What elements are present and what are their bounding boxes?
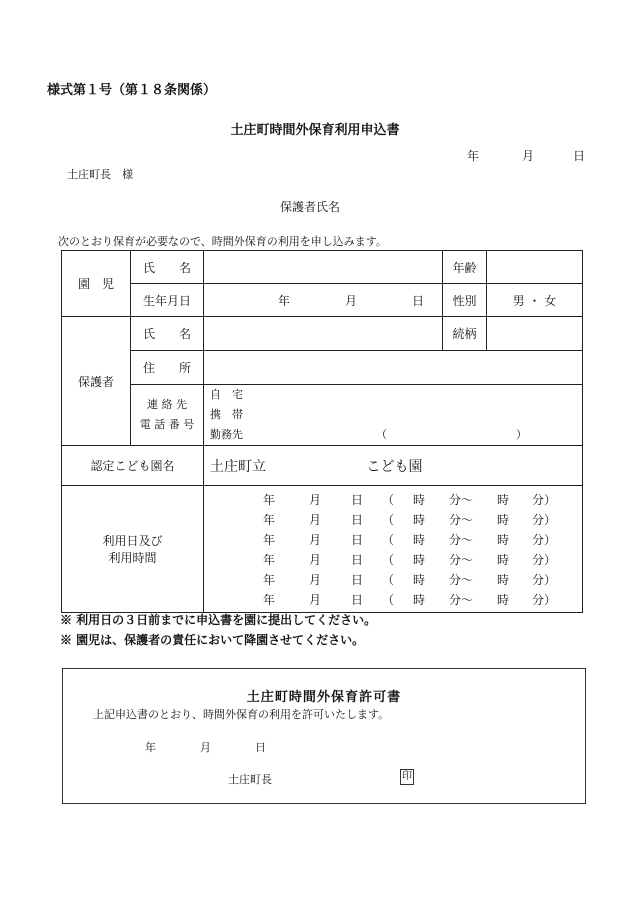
contact-home: 自 宅 bbox=[210, 388, 243, 401]
time-row-month-label: 月 bbox=[308, 592, 321, 607]
age-label: 年齢 bbox=[443, 251, 487, 284]
document-title: 土庄町時間外保育利用申込書 bbox=[230, 123, 400, 138]
time-row-month-label: 月 bbox=[308, 512, 321, 527]
guardian-section-label: 保護者 bbox=[62, 317, 131, 446]
time-row-year-label: 年 bbox=[262, 572, 275, 587]
time-row-day-label: 日 bbox=[350, 572, 363, 587]
contact-label bbox=[131, 385, 204, 446]
note-1: ※ 利用日の３日前までに申込書を園に提出してください。 bbox=[60, 613, 377, 627]
time-row-year-label: 年 bbox=[262, 592, 275, 607]
date-month-label: 月 bbox=[522, 149, 535, 163]
time-row-hour1-label: 時 bbox=[412, 532, 425, 547]
date-day-label: 日 bbox=[573, 149, 586, 163]
usage-label bbox=[62, 486, 204, 613]
addressee: 土庄町長 様 bbox=[67, 168, 133, 181]
birth-month-label: 月 bbox=[344, 293, 357, 308]
time-row-hour1-label: 時 bbox=[412, 592, 425, 607]
birth-date-label: 生年月日 bbox=[131, 284, 204, 317]
contact-label-line1: 連 絡 先 bbox=[147, 398, 187, 411]
birth-day-label: 日 bbox=[411, 293, 424, 308]
gender-label: 性別 bbox=[443, 284, 487, 317]
application-table bbox=[61, 250, 583, 613]
time-row-open-label: （ bbox=[381, 532, 394, 547]
time-row-min2-label: 分） bbox=[531, 532, 556, 547]
time-row-min1-label: 分～ bbox=[448, 492, 473, 507]
time-row-min1-label: 分～ bbox=[448, 512, 473, 527]
time-row[interactable] bbox=[204, 489, 582, 509]
birth-date-field[interactable] bbox=[204, 284, 443, 317]
time-row-day-label: 日 bbox=[350, 532, 363, 547]
time-row-month-label: 月 bbox=[308, 572, 321, 587]
time-row-min2-label: 分） bbox=[531, 512, 556, 527]
time-row-min2-label: 分） bbox=[531, 592, 556, 607]
gender-field[interactable]: 男 ・ 女 bbox=[487, 284, 583, 317]
address-field[interactable] bbox=[204, 351, 583, 385]
time-row-min1-label: 分～ bbox=[448, 572, 473, 587]
time-row-open-label: （ bbox=[381, 572, 394, 587]
school-field[interactable] bbox=[204, 446, 583, 486]
permit-year: 年 bbox=[145, 741, 156, 754]
child-name-label: 氏 名 bbox=[131, 251, 204, 284]
time-row-hour1-label: 時 bbox=[412, 572, 425, 587]
address-label: 住 所 bbox=[131, 351, 204, 385]
time-row-hour2-label: 時 bbox=[496, 552, 509, 567]
contact-work: 勤務先 bbox=[210, 428, 243, 441]
seal-stamp: 印 bbox=[400, 769, 414, 785]
permit-title: 土庄町時間外保育許可書 bbox=[246, 690, 402, 705]
time-row-month-label: 月 bbox=[308, 492, 321, 507]
time-row-open-label: （ bbox=[381, 512, 394, 527]
time-row-open-label: （ bbox=[381, 552, 394, 567]
time-row-hour1-label: 時 bbox=[412, 512, 425, 527]
age-field[interactable] bbox=[487, 251, 583, 284]
time-row-day-label: 日 bbox=[350, 552, 363, 567]
school-prefix: 土庄町立 bbox=[210, 458, 266, 475]
child-name-field[interactable] bbox=[204, 251, 443, 284]
time-row-min2-label: 分） bbox=[531, 572, 556, 587]
time-row[interactable] bbox=[204, 529, 582, 549]
time-row-day-label: 日 bbox=[350, 492, 363, 507]
time-row-min1-label: 分～ bbox=[448, 592, 473, 607]
time-row-hour2-label: 時 bbox=[496, 512, 509, 527]
time-row[interactable] bbox=[204, 509, 582, 529]
time-row-month-label: 月 bbox=[308, 552, 321, 567]
time-row-year-label: 年 bbox=[262, 552, 275, 567]
time-row-min1-label: 分～ bbox=[448, 532, 473, 547]
permit-signer: 土庄町長 bbox=[228, 773, 272, 786]
time-row-min2-label: 分） bbox=[531, 552, 556, 567]
time-row-min2-label: 分） bbox=[531, 492, 556, 507]
intro-text: 次のとおり保育が必要なので、時間外保育の利用を申し込みます。 bbox=[58, 235, 387, 248]
relation-label: 続柄 bbox=[443, 317, 487, 351]
time-row-hour2-label: 時 bbox=[496, 572, 509, 587]
relation-field[interactable] bbox=[487, 317, 583, 351]
time-row-hour1-label: 時 bbox=[412, 552, 425, 567]
permit-text: 上記申込書のとおり、時間外保育の利用を許可いたします。 bbox=[93, 708, 390, 721]
guardian-name-label: 保護者氏名 bbox=[280, 200, 341, 214]
birth-year-label: 年 bbox=[278, 293, 291, 308]
permit-box bbox=[62, 668, 586, 804]
time-row-year-label: 年 bbox=[262, 492, 275, 507]
usage-label-line1: 利用日及び bbox=[102, 534, 163, 548]
time-row-open-label: （ bbox=[381, 592, 394, 607]
time-row-year-label: 年 bbox=[262, 532, 275, 547]
permit-day: 日 bbox=[255, 741, 266, 754]
time-row[interactable] bbox=[204, 589, 582, 609]
contact-work-open: （ bbox=[376, 428, 387, 441]
time-row-hour2-label: 時 bbox=[496, 532, 509, 547]
guardian-name-field[interactable] bbox=[204, 317, 443, 351]
permit-month: 月 bbox=[200, 741, 211, 754]
contact-work-close: ） bbox=[516, 428, 527, 441]
usage-times-field[interactable] bbox=[204, 486, 583, 613]
time-row-hour1-label: 時 bbox=[412, 492, 425, 507]
usage-label-line2: 利用時間 bbox=[108, 551, 157, 565]
time-row-hour2-label: 時 bbox=[496, 492, 509, 507]
contact-field[interactable] bbox=[204, 385, 583, 446]
time-row-month-label: 月 bbox=[308, 532, 321, 547]
school-label: 認定こども園名 bbox=[62, 446, 204, 486]
time-row[interactable] bbox=[204, 549, 582, 569]
time-row-year-label: 年 bbox=[262, 512, 275, 527]
time-row[interactable] bbox=[204, 569, 582, 589]
guardian-name-row-label: 氏 名 bbox=[131, 317, 204, 351]
note-2: ※ 園児は、保護者の責任において降園させてください。 bbox=[60, 633, 365, 647]
permit-date bbox=[145, 739, 266, 755]
date-year-label: 年 bbox=[467, 149, 480, 163]
time-row-min1-label: 分～ bbox=[448, 552, 473, 567]
time-row-day-label: 日 bbox=[350, 592, 363, 607]
time-row-open-label: （ bbox=[381, 492, 394, 507]
school-suffix: こども園 bbox=[366, 458, 423, 475]
contact-label-line2: 電 話 番 号 bbox=[139, 418, 195, 431]
time-row-day-label: 日 bbox=[350, 512, 363, 527]
contact-mobile: 携 帯 bbox=[210, 408, 243, 421]
child-section-label: 園 児 bbox=[62, 251, 131, 317]
time-row-hour2-label: 時 bbox=[496, 592, 509, 607]
form-number: 様式第１号（第１８条関係） bbox=[47, 83, 217, 98]
